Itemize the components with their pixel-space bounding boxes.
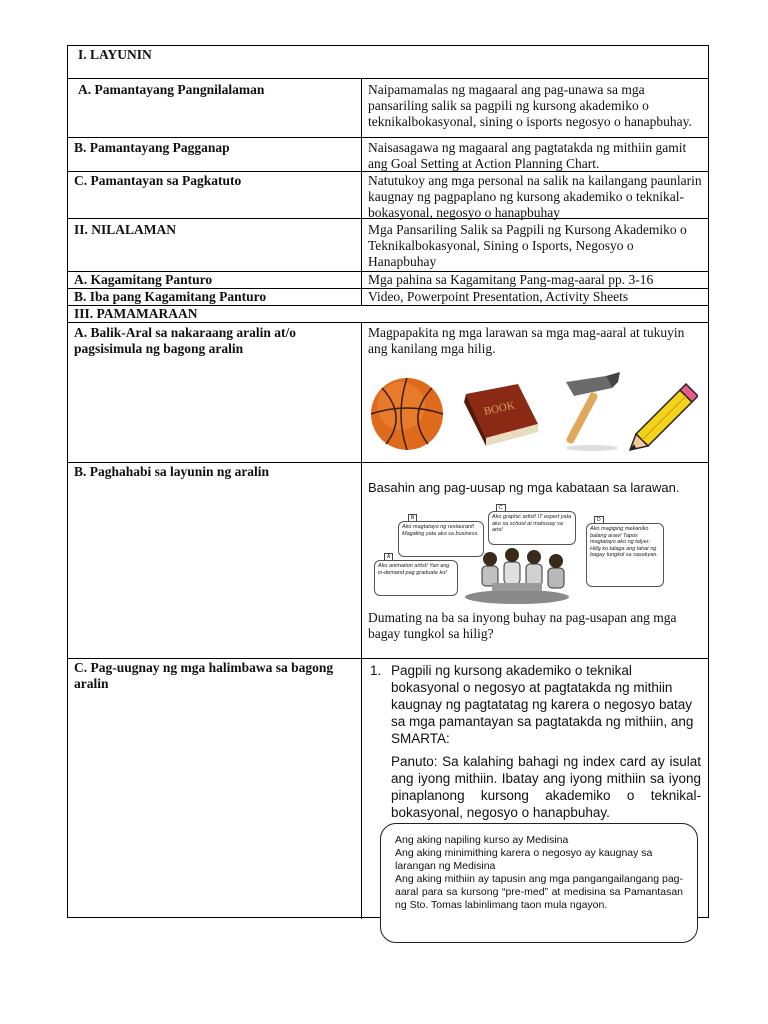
row-divider [68, 462, 708, 463]
column-divider [361, 322, 362, 919]
section-pamamaraan: III. PAMAMARAAN [74, 306, 198, 321]
paghahabi-label: B. Paghahabi sa layunin ng aralin [74, 464, 270, 479]
pencil-icon [630, 384, 698, 450]
bubble-d: Ako magiging mekaniko balang araw! Tapos magtatayo ako ng talyer. Hilig ko talaga ang lahat ng bagay tungkol sa sasakyan. [586, 523, 664, 587]
pamantayang-pagganap-label: B. Pamantayang Pagganap [74, 140, 230, 155]
paghahabi-intro: Basahin ang pag-uusap ng mga kabataan sa larawan. [368, 480, 680, 495]
pamantayan-pagkatuto-value: Natutukoy ang mga personal na salik na kailangang paunlarin kaugnay ng pagpaplano ng kursong akademiko o teknikal-bokasyonal, negosyo o hanapbuhay [368, 173, 702, 220]
bubble-d-tag: D [594, 516, 604, 524]
conversation-illustration [370, 505, 666, 605]
balik-aral-label: A. Balik-Aral sa nakaraang aralin at/o pagsisimula ng bagong aralin [74, 325, 297, 356]
hammer-icon [565, 372, 620, 451]
bubble-a: Ako animation artist! Yan ang in-demand pag graduate ko! [374, 560, 458, 596]
kagamitang-panturo-label: A. Kagamitang Panturo [74, 272, 213, 287]
iba-pang-kagamitan-value: Video, Powerpoint Presentation, Activity Sheets [368, 289, 629, 304]
iba-pang-kagamitan-label: B. Iba pang Kagamitang Panturo [74, 289, 267, 304]
pag-uugnay-label: C. Pag-uugnay ng mga halimbawa sa bagong aralin [74, 660, 334, 691]
bubble-c: Ako graphic artist! IT expert yata ako sa school at mahusay sa arts! [488, 511, 576, 545]
bubble-b: Ako magtatayo ng restaurant! Magaling yata ako sa business. [398, 521, 484, 557]
bubble-c-tag: C [496, 504, 506, 512]
book-icon [464, 384, 538, 446]
hobby-images [368, 372, 698, 452]
paghahabi-question: Dumating na ba sa inyong buhay na pag-usapan ang mga bagay tungkol sa hilig? [368, 610, 677, 641]
goal-example-box [380, 823, 698, 943]
item-text: Pagpili ng kursong akademiko o teknikal bokasyonal o negosyo at pagtatakda ng mithiin kaugnay ng pagtatatag ng karera o negosyo batay sa mga pamantayan sa pagtatakda ng mithiin, ang SMARTA: [391, 663, 694, 746]
kagamitang-panturo-value: Mga pahina sa Kagamitang Pang-mag-aaral pp. 3-16 [368, 272, 654, 287]
pamantayan-pagkatuto-label: C. Pamantayan sa Pagkatuto [74, 173, 242, 188]
pamantayang-pagganap-value: Naisasagawa ng magaaral ang pagtatakda ng mithiin gamit ang Goal Setting at Action Planning Chart. [368, 140, 687, 171]
lesson-plan-table [67, 45, 709, 918]
row-divider [68, 658, 708, 659]
book-cover-text: BOOK [482, 399, 516, 418]
panuto-text: Panuto: Sa kalahing bahagi ng index card ay isulat ang iyong mithiin. Ibatay ang iyong mithiin sa iyong pinaplanong kursong akademiko o teknikal-bokasyonal, negosyo o hanapbuhay. [391, 754, 701, 820]
nilalaman-value: Mga Pansariling Salik sa Pagpili ng Kursong Akademiko o Teknikalbokasyonal, Sining o Isports, Negosyo o Hanapbuhay [368, 222, 687, 269]
balik-aral-value: Magpapakita ng mga larawan sa mga mag-aaral at tukuyin ang kanilang mga hilig. [368, 325, 685, 356]
row-divider [68, 78, 708, 79]
goal-line-mithiin: Ang aking mithiin ay tapusin ang mga pangangailangang pag-aaral para sa kursong “pre-med” at medisina sa Pamantasan ng Sto. Tomas labinlimang taon mula ngayon. [395, 873, 683, 911]
pamantayang-pangnilalaman-label: A. Pamantayang Pangnilalaman [78, 82, 265, 97]
goal-line-kurso: Ang aking napiling kurso ay Medisina [395, 834, 569, 846]
bubble-a-tag: A [384, 553, 393, 561]
item-number: 1. [370, 663, 382, 678]
section-layunin: I. LAYUNIN [78, 47, 152, 62]
bubble-b-tag: B [408, 514, 417, 522]
column-divider [361, 78, 362, 305]
goal-line-karera: Ang aking minimithing karera o negosyo ay kaugnay sa larangan ng Medisina [395, 847, 653, 872]
row-divider [68, 137, 708, 138]
basketball-icon [371, 378, 443, 450]
nilalaman-label: II. NILALAMAN [74, 222, 177, 237]
row-divider [68, 322, 708, 323]
pamantayang-pangnilalaman-value: Naipamamalas ng magaaral ang pag-unawa sa mga pansariling salik sa pagpili ng kursong akademiko o teknikalbokasyonal, sining o isports negosyo o hanapbuhay. [368, 82, 692, 129]
